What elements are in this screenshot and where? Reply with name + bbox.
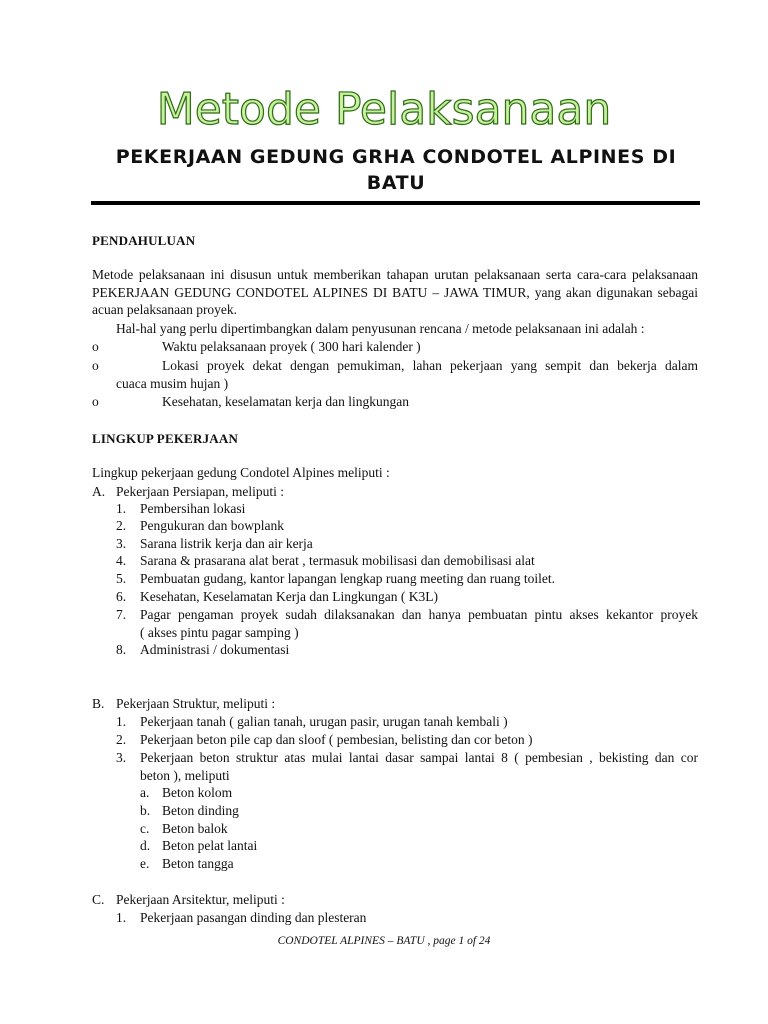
bullet-icon: o — [92, 358, 99, 373]
bullet-text: Kesehatan, keselamatan kerja dan lingkungan — [162, 394, 410, 409]
section-letter: A. — [92, 484, 106, 499]
section-letter: B. — [92, 696, 105, 711]
item-text-continuation: beton ), meliputi — [140, 768, 230, 783]
item-number: 5. — [116, 571, 127, 586]
bullet-text: Lokasi proyek dekat dengan pemukiman, lahan pekerjaan yang sempit dan bekerja dalam — [162, 358, 698, 373]
item-text-continuation: ( akses pintu pagar samping ) — [140, 625, 299, 640]
item-number: 3. — [116, 750, 127, 765]
section-title: Pekerjaan Arsitektur, meliputi : — [116, 892, 285, 907]
section-heading-pendahuluan: PENDAHULUAN — [92, 233, 196, 248]
sub-item-text: Beton balok — [162, 821, 228, 836]
item-text: Pembuatan gudang, kantor lapangan lengkap ruang meeting dan ruang toilet. — [140, 571, 555, 586]
sub-item-letter: e. — [140, 856, 150, 871]
section-heading-lingkup: LINGKUP PEKERJAAN — [92, 431, 239, 446]
item-text: Pekerjaan pasangan dinding dan plesteran — [140, 910, 367, 925]
item-number: 8. — [116, 642, 127, 657]
sub-item-text: Beton dinding — [162, 803, 239, 818]
title-divider — [91, 201, 700, 205]
list-item — [116, 606, 698, 642]
item-text: Administrasi / dokumentasi — [140, 642, 290, 657]
item-text: Pekerjaan beton struktur atas mulai lantai dasar sampai lantai 8 ( pembesian , bekisting dan cor — [140, 750, 698, 765]
sub-item-text: Beton pelat lantai — [162, 838, 258, 853]
section-letter: C. — [92, 892, 105, 907]
sub-item-letter: d. — [140, 838, 151, 853]
list-item — [116, 749, 698, 785]
item-number: 1. — [116, 910, 127, 925]
bullet-text-continuation: cuaca musim hujan ) — [116, 375, 229, 391]
item-number: 1. — [116, 501, 127, 516]
sub-item-text: Beton tangga — [162, 856, 234, 871]
item-number: 3. — [116, 536, 127, 551]
item-text: Pekerjaan beton pile cap dan sloof ( pembesian, belisting dan cor beton ) — [140, 732, 533, 747]
pendahuluan-paragraph: Metode pelaksanaan ini disusun untuk memberikan tahapan urutan pelaksanaan serta cara-cara pelaksanaan PEKERJAAN GEDUNG CONDOTEL ALPINES DI BATU – JAWA TIMUR, yang akan digunakan sebagai acuan pelaksanaan proyek. — [92, 267, 698, 318]
item-text: Sarana listrik kerja dan air kerja — [140, 536, 313, 551]
lingkup-intro: Lingkup pekerjaan gedung Condotel Alpines meliputi : — [92, 465, 390, 480]
item-text: Pekerjaan tanah ( galian tanah, urugan pasir, urugan tanah kembali ) — [140, 714, 508, 729]
document-title: Metode Pelaksanaan — [156, 84, 612, 135]
item-number: 1. — [116, 714, 127, 729]
bullet-text: Waktu pelaksanaan proyek ( 300 hari kalender ) — [162, 339, 421, 354]
item-text: Sarana & prasarana alat berat , termasuk mobilisasi dan demobilisasi alat — [140, 553, 535, 568]
item-text: Pembersihan lokasi — [140, 501, 246, 516]
document-subtitle: PEKERJAAN GEDUNG GRHA CONDOTEL ALPINES DI BATU — [115, 146, 677, 194]
item-number: 6. — [116, 589, 127, 604]
item-number: 2. — [116, 518, 127, 533]
item-number: 2. — [116, 732, 127, 747]
page-footer: CONDOTEL ALPINES – BATU , page 1 of 24 — [277, 935, 491, 947]
item-text: Kesehatan, Keselamatan Kerja dan Lingkungan ( K3L) — [140, 589, 439, 604]
item-text: Pagar pengaman proyek sudah dilaksanakan dan hanya pembuatan pintu akses kekantor proyek — [140, 607, 698, 622]
sub-item-text: Beton kolom — [162, 785, 233, 800]
item-text: Pengukuran dan bowplank — [140, 518, 284, 533]
sub-item-letter: a. — [140, 785, 150, 800]
pendahuluan-intro: Hal-hal yang perlu dipertimbangkan dalam penyusunan rencana / metode pelaksanaan ini adalah : — [116, 321, 645, 336]
sub-item-letter: b. — [140, 803, 151, 818]
item-number: 7. — [116, 607, 127, 622]
list-item — [92, 357, 698, 393]
sub-item-letter: c. — [140, 821, 150, 836]
section-title: Pekerjaan Struktur, meliputi : — [116, 696, 276, 711]
bullet-icon: o — [92, 339, 99, 354]
section-title: Pekerjaan Persiapan, meliputi : — [116, 484, 284, 499]
bullet-icon: o — [92, 394, 99, 409]
item-number: 4. — [116, 553, 127, 568]
